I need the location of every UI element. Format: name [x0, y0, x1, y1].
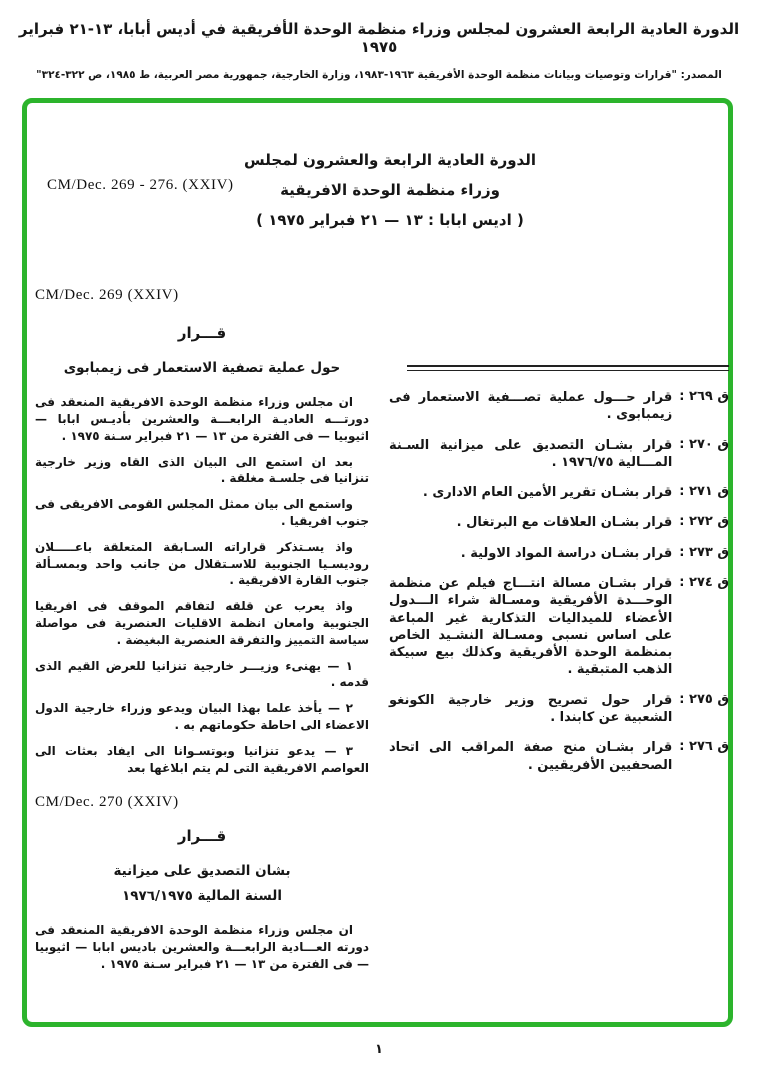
decision-270-subject — [35, 859, 369, 908]
session-title-line-1: الدورة العادية الرابعة والعشرون لمجلس — [244, 151, 536, 169]
decision-paragraph: بعد ان استمع الى البيان الذى القاه وزير خارجية تنزانيا فى جلسـة مغلقة . — [35, 454, 369, 486]
decision-269-ref: CM/Dec. 269 (XXIV) — [35, 287, 179, 303]
decision-270-subject-line-2: السنة المالية ١٩٧٦/١٩٧٥ — [122, 887, 282, 904]
index-item-number: ق ٢٦٩ : — [679, 389, 729, 404]
index-item — [389, 575, 729, 679]
index-item — [389, 484, 729, 501]
session-ref-range: CM/Dec. 269 - 276. (XXIV) — [47, 177, 234, 193]
index-item-text: قرار بشـان دراسة المواد الاولية . — [460, 545, 673, 561]
decision-paragraph: واذ يعرب عن قلقه لتفاقم الموقف فى افريقيا الجنوبية وامعان انظمة الاقليات العنصرية فى مواصلة سياسة التمييز والتفرقة العنصرية البغيضة . — [35, 599, 369, 647]
session-title-line-3: ( اديس ابابا : ١٣ — ٢١ فبراير ١٩٧٥ ) — [256, 211, 524, 229]
index-item-text: قرار بشـان تقرير الأمين العام الادارى . — [422, 485, 673, 501]
decision-numbered-point: ٢ — يأخذ علما بهذا البيان ويدعو وزراء خارجية الدول الاعضاء الى احاطة حكوماتهم به . — [35, 701, 369, 733]
index-item-number: ق ٢٧٠ : — [679, 436, 729, 452]
decision-paragraph: ان مجلس وزراء منظمة الوحدة الافريقية المنعقد فى دورته العـــادية الرابعـــة والعشرين باديس ابابا — اثيوبيا — فى الفترة من ١٣ — ٢١ فبراير سـنة ١٩٧٥ . — [35, 923, 369, 971]
index-item-text: قرار بشـان منح صفة المراقب الى اتحاد الصحفيين الأفريقيين . — [389, 740, 673, 773]
decision-270-heading: قـــرار — [177, 827, 227, 846]
decision-paragraph: واذ يسـتذكر قراراته السـابقة المتعلقة باعـــــلان روديسـيا الجنوبية للاسـتقلال من جانب واحد وبمسـألة جنوب القارة الافريقية . — [35, 539, 369, 588]
document-frame — [22, 98, 733, 1027]
index-divider-rule — [407, 365, 729, 371]
decision-270-subject-line-1: بشان التصديق على ميزانية — [113, 863, 291, 880]
decisions-index-column — [389, 365, 729, 787]
index-item-text: قرار بشـان العلاقات مع البرتغال . — [456, 515, 673, 531]
index-item — [389, 739, 729, 774]
index-item-number: ق ٢٧٦ : — [679, 739, 729, 755]
session-title-line-2: وزراء منظمة الوحدة الافريقية — [280, 181, 500, 199]
index-item — [389, 389, 729, 424]
index-item — [389, 514, 729, 531]
decision-paragraph: واستمع الى بيان ممثل المجلس القومى الافريقى فى جنوب افريقيا . — [35, 497, 369, 529]
index-item-number: ق ٢٧٤ : — [679, 574, 729, 590]
source-citation-line: المصدر: "قرارات وتوصيات وبيانات منظمة الوحدة الأفريقية ١٩٦٣-١٩٨٣، وزارة الخارجية، جمهورية مصر العربية، ط ١٩٨٥، ص ٣٢٢-٣٢٤" — [36, 69, 722, 81]
page-number: ١ — [375, 1042, 383, 1057]
decision-269-subject: حول عملية تصفية الاستعمار فى زيمبابوى — [63, 360, 341, 376]
session-header-line: الدورة العادية الرابعة العشرون لمجلس وزراء منظمة الوحدة الأفريقية في أديس أبابا، ١٣-٢١ فبراير ١٩٧٥ — [18, 20, 740, 56]
decision-numbered-point: ٣ — يدعو تنزانيا وبوتسـوانا الى ايفاد بعثات الى العواصم الافريقية التى لم يتم ابلاغها بعد — [35, 743, 369, 775]
source-header — [0, 20, 758, 81]
decision-paragraph: ان مجلس وزراء منظمة الوحدة الافريقية المنعقد فى دورتـــه العاديـة الرابعـــة والعشرين بأديـس ابابا — اثيوبيا — فى الفترة من ١٣ — ٢١ فبراير سـنة ١٩٧٥ . — [35, 395, 369, 443]
index-item-number: ق ٢٧٥ : — [679, 691, 729, 707]
index-item — [389, 545, 729, 562]
decision-269-heading: قـــرار — [177, 324, 227, 342]
session-title-block — [190, 145, 590, 235]
index-item-text: قرار بشـان التصديق على ميزانية السـنة المـــالية ١٩٧٦/٧٥ . — [389, 437, 673, 470]
decision-numbered-point: ١ — يهنىء وزيـــر خارجية تنزانيا للعرض القيم الذى قدمه . — [35, 658, 369, 690]
index-item-number: ق ٢٧١ : — [679, 484, 729, 500]
index-item — [389, 692, 729, 727]
index-item-text: قرار بشـان مسالة انتـــاج فيلم عن منظمة الوحـــدة الأفريقية ومسـالة شراء الـــدول الأعضاء للميداليات التذكارية غير المباعة على اساس نسبى ومسـالة النشـيد الخاص بمنظمة الوحدة الأفريقية وكذلك بيع سبيكة الذهب المتبقية . — [389, 575, 673, 678]
index-item-text: قرار حول تصريح وزير خارجية الكونغو الشعبية عن كابندا . — [389, 692, 673, 725]
index-item — [389, 437, 729, 472]
decision-270-ref: CM/Dec. 270 (XXIV) — [35, 794, 179, 811]
index-item-number: ق ٢٧٣ : — [679, 544, 729, 560]
index-item-number: ق ٢٧٢ : — [679, 514, 729, 530]
index-item-text: قرار حـــول عملية تصـــفية الاستعمار فى زيمبابوى . — [389, 390, 673, 423]
decisions-text-column — [35, 287, 369, 981]
